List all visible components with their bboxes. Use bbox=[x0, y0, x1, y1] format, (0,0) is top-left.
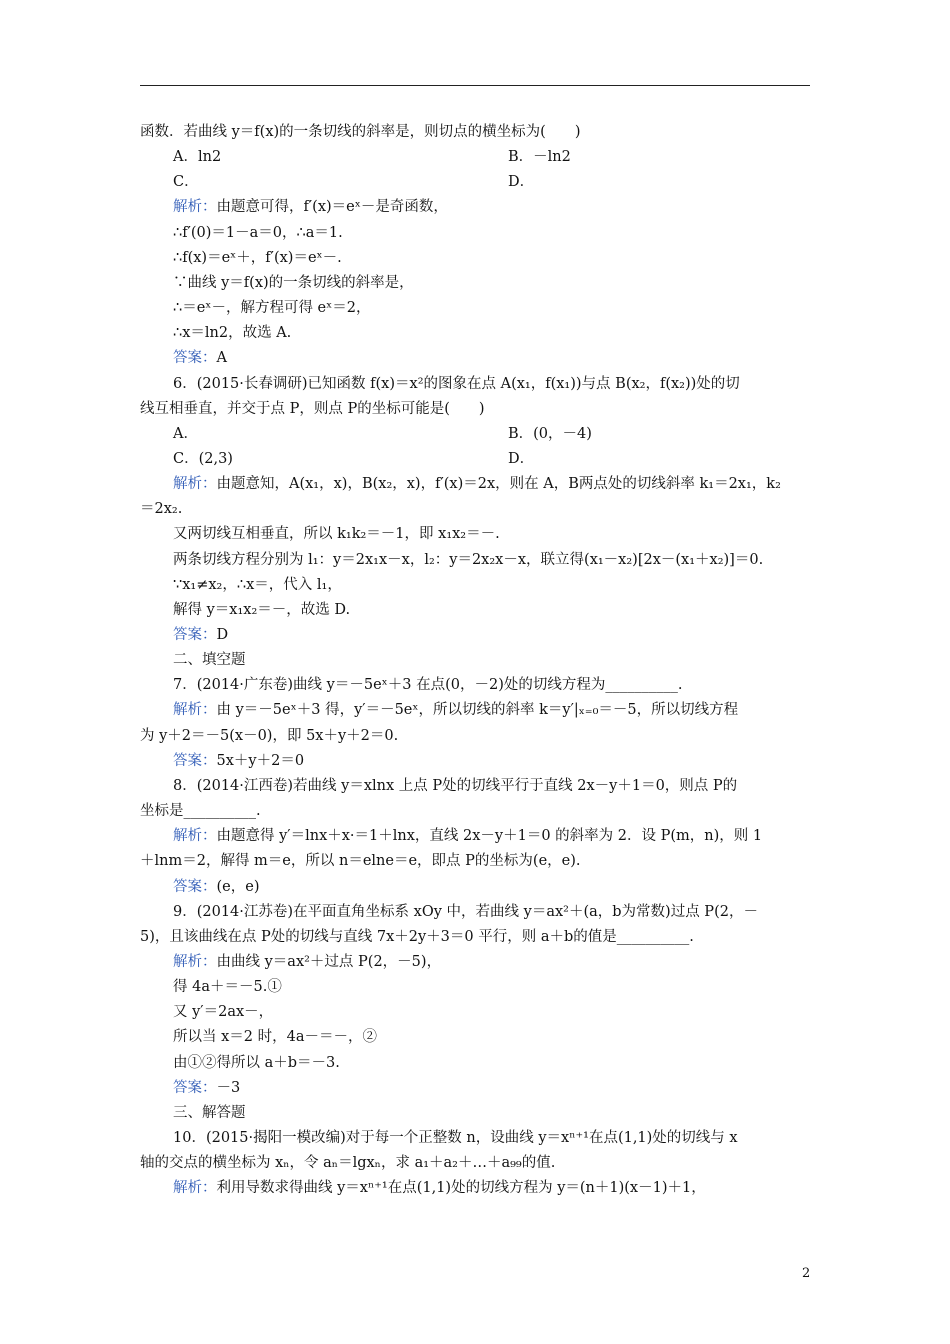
answer-label: 答案： bbox=[173, 878, 217, 895]
header-rule bbox=[140, 85, 810, 86]
text-line bbox=[173, 346, 820, 371]
line-text: ∴f′(0)＝1－a＝0，∴a＝1. bbox=[173, 224, 343, 241]
line-text: 10．(2015·揭阳一模改编)对于每一个正整数 n，设曲线 y＝xⁿ⁺¹在点(1,1)处的切线与 x bbox=[173, 1130, 738, 1146]
choice-option: D． bbox=[508, 174, 535, 191]
line-text: 9．(2014·江苏卷)在平面直角坐标系 xOy 中，若曲线 y＝ax²＋(a，b为常数)过点 P(2，－ bbox=[173, 903, 758, 920]
solution-label: 解析： bbox=[173, 702, 217, 719]
answer-label: 答案： bbox=[173, 1079, 217, 1096]
line-text: 又 y′＝2ax－， bbox=[173, 1004, 274, 1021]
answer-label: 答案： bbox=[173, 627, 217, 643]
text-line bbox=[140, 925, 820, 950]
line-text: 为 y＋2＝－5(x－0)，即 5x＋y＋2＝0. bbox=[140, 727, 399, 744]
text-line bbox=[173, 296, 820, 321]
line-text: 坐标是__________. bbox=[140, 803, 261, 820]
line-text: 解得 y＝x₁x₂＝－，故选 D. bbox=[173, 601, 351, 618]
text-line bbox=[140, 120, 820, 145]
text-line bbox=[173, 221, 820, 246]
text-line bbox=[173, 900, 820, 925]
line-text: 所以当 x＝2 时，4a－＝－，② bbox=[173, 1029, 377, 1046]
text-line bbox=[173, 246, 820, 271]
line-text: 由题意可得，f′(x)＝eˣ－是奇函数， bbox=[216, 199, 448, 216]
text-line bbox=[173, 145, 820, 170]
text-line bbox=[173, 824, 820, 849]
line-text: A bbox=[216, 350, 227, 367]
text-line bbox=[173, 1000, 820, 1025]
text-line bbox=[173, 170, 820, 195]
line-text: 由 y＝－5eˣ＋3 得，y′＝－5eˣ，所以切线的斜率 k＝y′|ₓ₌₀＝－5，所以切线方程 bbox=[216, 702, 739, 719]
line-text: 二、填空题 bbox=[173, 652, 246, 669]
line-text: C． bbox=[173, 174, 199, 191]
line-text: 得 4a＋＝－5.① bbox=[173, 979, 282, 996]
text-line bbox=[173, 1025, 820, 1050]
line-text: 又两切线互相垂直，所以 k₁k₂＝－1，即 x₁x₂＝－. bbox=[173, 526, 500, 543]
line-text: 利用导数求得曲线 y＝xⁿ⁺¹在点(1,1)处的切线方程为 y＝(n＋1)(x－1)＋1， bbox=[216, 1180, 706, 1197]
line-text: 轴的交点的横坐标为 xₙ，令 aₙ＝lgxₙ，求 a₁＋a₂＋…＋a₉₉的值. bbox=[140, 1155, 556, 1172]
line-text: 7．(2014·广东卷)曲线 y＝－5eˣ＋3 在点(0，－2)处的切线方程为__________. bbox=[173, 677, 683, 694]
line-text: 5)，且该曲线在点 P处的切线与直线 7x＋2y＋3＝0 平行，则 a＋b的值是__________. bbox=[140, 928, 694, 945]
solution-label: 解析： bbox=[173, 1180, 217, 1197]
line-text: ∵x₁≠x₂，∴x＝，代入 l₁， bbox=[173, 576, 342, 593]
page-number: 2 bbox=[802, 1266, 811, 1281]
text-line bbox=[173, 522, 820, 547]
line-text: ∵曲线 y＝f(x)的一条切线的斜率是， bbox=[173, 274, 414, 291]
text-line bbox=[140, 397, 820, 422]
text-line bbox=[140, 1151, 820, 1176]
text-line bbox=[173, 648, 820, 673]
answer-label: 答案： bbox=[173, 752, 217, 769]
text-line bbox=[173, 1126, 820, 1151]
line-text: 三、解答题 bbox=[173, 1104, 246, 1121]
text-line bbox=[140, 799, 820, 824]
line-text: 由题意得 y′＝lnx＋x·＝1＋lnx，直线 2x－y＋1＝0 的斜率为 2．设 P(m，n)，则 1 bbox=[216, 828, 763, 845]
text-line bbox=[140, 497, 820, 522]
choice-option: B．－ln2 bbox=[508, 149, 571, 166]
text-line bbox=[173, 372, 820, 397]
answer-label: 答案： bbox=[173, 350, 217, 367]
text-line bbox=[173, 422, 820, 447]
solution-label: 解析： bbox=[173, 828, 217, 845]
line-text: 6．(2015·长春调研)已知函数 f(x)＝x²的图象在点 A(x₁，f(x₁))与点 B(x₂，f(x₂))处的切 bbox=[173, 375, 740, 392]
line-text: 5x＋y＋2＝0 bbox=[216, 752, 305, 769]
line-text: ∴x＝ln2，故选 A. bbox=[173, 325, 292, 342]
text-line bbox=[173, 548, 820, 573]
line-text: C．(2,3) bbox=[173, 450, 233, 467]
text-line bbox=[140, 724, 820, 749]
text-line bbox=[173, 774, 820, 799]
line-text: 由曲线 y＝ax²＋过点 P(2，－5)， bbox=[216, 953, 442, 970]
solution-label: 解析： bbox=[173, 953, 217, 970]
text-line bbox=[173, 975, 820, 1000]
text-line bbox=[173, 749, 820, 774]
line-text: 函数．若曲线 y＝f(x)的一条切线的斜率是，则切点的横坐标为( ) bbox=[140, 124, 581, 140]
text-line bbox=[173, 1101, 820, 1126]
line-text: ∴＝eˣ－，解方程可得 eˣ＝2， bbox=[173, 300, 371, 317]
choice-option: D． bbox=[508, 450, 535, 467]
line-text: A． bbox=[173, 425, 198, 442]
text-line bbox=[173, 573, 820, 598]
text-line bbox=[173, 321, 820, 346]
text-line bbox=[173, 472, 820, 497]
line-text: ∴f(x)＝eˣ＋，f′(x)＝eˣ－. bbox=[173, 249, 342, 266]
line-text: (e，e) bbox=[216, 878, 260, 895]
text-line bbox=[173, 698, 820, 723]
line-text: 由题意知，A(x₁，x)，B(x₂，x)，f′(x)＝2x，则在 A，B两点处的切线斜率 k₁＝2x₁，k₂ bbox=[216, 476, 781, 493]
text-line bbox=[173, 1176, 820, 1201]
text-line bbox=[173, 623, 820, 648]
line-text: 由①②得所以 a＋b＝－3. bbox=[173, 1054, 340, 1071]
solution-label: 解析： bbox=[173, 476, 217, 493]
text-line bbox=[173, 950, 820, 975]
choice-option: B．(0，－4) bbox=[508, 425, 592, 442]
text-line bbox=[173, 875, 820, 900]
solution-label: 解析： bbox=[173, 199, 217, 216]
text-line bbox=[173, 195, 820, 220]
line-text: ＝2x₂. bbox=[140, 501, 183, 518]
line-text: D bbox=[216, 627, 229, 643]
text-line bbox=[173, 1051, 820, 1076]
line-text: 两条切线方程分别为 l₁：y＝2x₁x－x，l₂：y＝2x₂x－x，联立得(x₁－x₂)[2x－(x₁＋x₂)]＝0. bbox=[173, 551, 764, 568]
text-line bbox=[173, 1076, 820, 1101]
line-text: －3 bbox=[216, 1079, 241, 1096]
line-text: ＋lnm＝2，解得 m＝e，所以 n＝elne＝e，即点 P的坐标为(e，e). bbox=[140, 853, 581, 870]
text-line bbox=[173, 447, 820, 472]
text-line bbox=[173, 271, 820, 296]
text-line bbox=[173, 598, 820, 623]
text-line bbox=[173, 673, 820, 698]
line-text: A．ln2 bbox=[173, 149, 222, 166]
text-line bbox=[140, 849, 820, 874]
line-text: 8．(2014·江西卷)若曲线 y＝xlnx 上点 P处的切线平行于直线 2x－y＋1＝0，则点 P的 bbox=[173, 777, 738, 794]
line-text: 线互相垂直，并交于点 P，则点 P的坐标可能是( ) bbox=[140, 400, 485, 417]
